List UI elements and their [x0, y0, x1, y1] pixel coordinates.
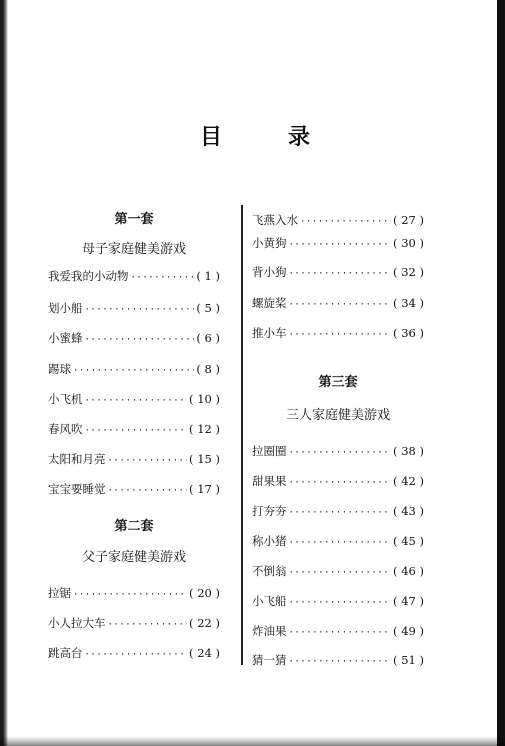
toc-leader-dots — [289, 478, 392, 488]
toc-leader-dots — [131, 273, 195, 283]
toc-entry-page: ( 45 ) — [393, 534, 424, 548]
toc-leader-dots — [289, 508, 392, 518]
toc-leader-dots — [289, 538, 392, 548]
toc-entry[interactable] — [252, 235, 424, 253]
toc-entry-page: ( 43 ) — [393, 504, 424, 518]
toc-entry[interactable] — [252, 473, 424, 491]
toc-entry[interactable] — [48, 451, 220, 469]
toc-entry[interactable] — [252, 503, 424, 521]
toc-entry-title: 跳高台 — [48, 646, 83, 660]
toc-entry[interactable] — [252, 623, 424, 641]
toc-entry[interactable] — [252, 652, 424, 670]
toc-entry[interactable] — [48, 421, 220, 439]
toc-entry-page: ( 49 ) — [393, 624, 424, 638]
toc-entry[interactable] — [48, 268, 220, 286]
toc-entry-title: 螺旋桨 — [252, 296, 287, 310]
toc-entry[interactable] — [252, 443, 424, 461]
toc-entry-page: ( 17 ) — [189, 482, 220, 496]
toc-entry-title: 太阳和月亮 — [48, 452, 106, 466]
toc-entry-title: 推小车 — [252, 326, 287, 340]
page-title-char-1: 目 — [200, 124, 223, 150]
toc-leader-dots — [289, 448, 392, 458]
toc-leader-dots — [289, 240, 392, 250]
toc-leader-dots — [108, 620, 188, 630]
toc-entry-page: ( 38 ) — [393, 444, 424, 458]
toc-entry-title: 打夯夯 — [252, 504, 287, 518]
toc-entry-page: ( 6 ) — [196, 331, 220, 345]
toc-entry-title: 拉圈圈 — [252, 444, 287, 458]
toc-entry-title: 背小狗 — [252, 265, 287, 279]
toc-leader-dots — [289, 628, 392, 638]
toc-entry[interactable] — [48, 645, 220, 663]
toc-entry[interactable] — [252, 295, 424, 313]
toc-entry-page: ( 12 ) — [189, 422, 220, 436]
toc-entry-page: ( 34 ) — [393, 296, 424, 310]
toc-entry[interactable] — [48, 330, 220, 348]
toc-entry[interactable] — [48, 615, 220, 633]
set-3-subtitle: 三人家庭健美游戏 — [285, 408, 390, 423]
toc-entry-page: ( 5 ) — [196, 301, 220, 315]
toc-entry-page: ( 36 ) — [393, 326, 424, 340]
toc-entry-page: ( 30 ) — [393, 236, 424, 250]
toc-entry[interactable] — [48, 300, 220, 318]
toc-leader-dots — [289, 269, 392, 279]
toc-entry-title: 不倒翁 — [252, 564, 287, 578]
toc-leader-dots — [289, 330, 392, 340]
toc-entry-page: ( 27 ) — [393, 213, 424, 227]
toc-entry[interactable] — [252, 593, 424, 611]
toc-leader-dots — [289, 568, 392, 578]
toc-leader-dots — [289, 300, 392, 310]
toc-entry-title: 踢球 — [48, 362, 71, 376]
set-3-heading: 第三套 — [318, 375, 358, 390]
page-title — [200, 120, 310, 151]
toc-entry[interactable] — [48, 361, 220, 379]
toc-entry-title: 小黄狗 — [252, 236, 287, 250]
toc-entry-page: ( 15 ) — [189, 452, 220, 466]
toc-leader-dots — [289, 598, 392, 608]
toc-entry-title: 我爱我的小动物 — [48, 269, 129, 283]
toc-entry[interactable] — [252, 264, 424, 282]
toc-leader-dots — [85, 305, 195, 315]
toc-entry-page: ( 24 ) — [189, 646, 220, 660]
toc-leader-dots — [85, 335, 195, 345]
page-binding-edge-right — [497, 0, 505, 746]
toc-entry-title: 飞燕入水 — [252, 213, 298, 227]
toc-entry-page: ( 22 ) — [189, 616, 220, 630]
toc-entry-title: 炸油果 — [252, 624, 287, 638]
toc-leader-dots — [108, 456, 188, 466]
toc-leader-dots — [73, 590, 187, 600]
toc-leader-dots — [300, 217, 391, 227]
toc-entry-page: ( 8 ) — [196, 362, 220, 376]
page-binding-edge-left — [0, 0, 8, 746]
toc-leader-dots — [85, 650, 188, 660]
toc-entry-page: ( 47 ) — [393, 594, 424, 608]
set-1-heading: 第一套 — [114, 212, 154, 227]
toc-entry[interactable] — [252, 563, 424, 581]
toc-leader-dots — [73, 366, 194, 376]
toc-entry-page: ( 1 ) — [196, 269, 220, 283]
toc-entry-title: 甜果果 — [252, 474, 287, 488]
toc-entry[interactable] — [48, 481, 220, 499]
toc-entry[interactable] — [252, 212, 424, 230]
toc-entry-title: 小飞机 — [48, 392, 83, 406]
set-2-subtitle: 父子家庭健美游戏 — [81, 550, 186, 565]
toc-entry-title: 小飞船 — [252, 594, 287, 608]
toc-entry-title: 拉锯 — [48, 586, 71, 600]
toc-leader-dots — [85, 426, 188, 436]
toc-entry-title: 小蜜蜂 — [48, 331, 83, 345]
column-divider — [241, 205, 243, 665]
toc-entry-title: 小人拉大车 — [48, 616, 106, 630]
toc-entry[interactable] — [48, 585, 220, 603]
set-2-heading: 第二套 — [114, 519, 154, 534]
toc-entry-page: ( 46 ) — [393, 564, 424, 578]
toc-entry-title: 春风吹 — [48, 422, 83, 436]
toc-entry[interactable] — [252, 533, 424, 551]
toc-entry-title: 宝宝要睡觉 — [48, 482, 106, 496]
toc-entry[interactable] — [252, 325, 424, 343]
toc-entry-title: 猜一猜 — [252, 653, 287, 667]
page-title-char-2: 录 — [287, 124, 310, 150]
set-1-subtitle: 母子家庭健美游戏 — [81, 242, 186, 257]
toc-entry[interactable] — [48, 391, 220, 409]
toc-entry-page: ( 10 ) — [189, 392, 220, 406]
toc-entry-title: 划小船 — [48, 301, 83, 315]
toc-leader-dots — [289, 657, 392, 667]
toc-leader-dots — [85, 396, 188, 406]
toc-entry-page: ( 51 ) — [393, 653, 424, 667]
toc-entry-page: ( 32 ) — [393, 265, 424, 279]
toc-leader-dots — [108, 486, 188, 496]
toc-entry-title: 称小猪 — [252, 534, 287, 548]
page-bottom-shadow — [0, 736, 505, 746]
toc-entry-page: ( 42 ) — [393, 474, 424, 488]
toc-entry-page: ( 20 ) — [189, 586, 220, 600]
